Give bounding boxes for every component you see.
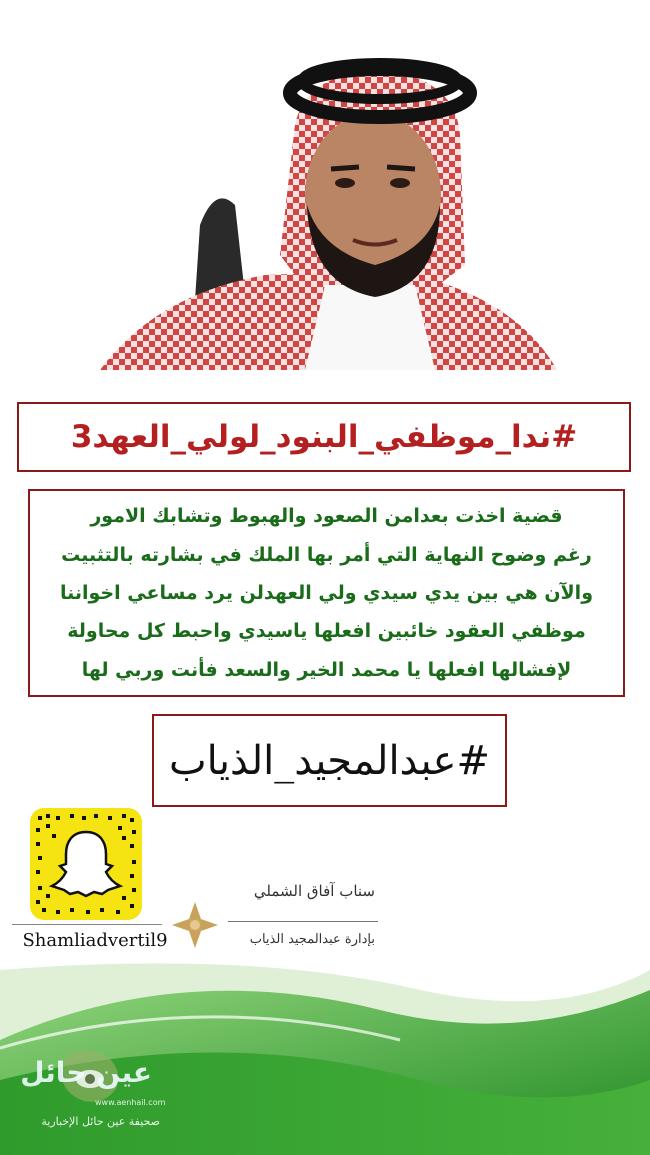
message-line: لإفشالها افعلها يا محمد الخير والسعد فأنت وربي لها	[81, 658, 572, 681]
divider	[228, 921, 378, 922]
signature-frame	[152, 714, 507, 807]
hashtag-title-frame	[17, 402, 631, 472]
brand-subtitle: بإدارة عبدالمجيد الذياب	[249, 932, 375, 947]
signature-hashtag: #عبدالمجيد_الذياب	[168, 737, 491, 784]
divider	[12, 924, 162, 925]
portrait-image	[95, 35, 560, 370]
ornament-emblem-icon	[170, 900, 220, 950]
message-frame	[28, 489, 625, 697]
hashtag-title: #ندا_موظفي_البنود_لولي_العهد3	[70, 419, 578, 455]
message-line: رغم وضوح النهاية التي أمر بها الملك في بشارته بالتثبيت	[61, 543, 592, 566]
brand-title: سناب آفاق الشملي	[253, 882, 375, 900]
message-line: قضية اخذت بعدامن الصعود والهبوط وتشابك الامور	[90, 505, 563, 528]
message-line: موظفي العقود خائبين افعلها ياسيدي واحبط كل محاولة	[67, 620, 586, 643]
snapchat-qr-code[interactable]	[30, 808, 142, 920]
news-logo-tagline: صحيفة عين حائل الإخبارية	[41, 1115, 160, 1128]
news-logo-name: عين حائل	[20, 1056, 152, 1089]
news-logo-url: www.aenhail.com	[95, 1098, 166, 1107]
message-line: والآن هي بين يدي سيدي ولي العهدلن يرد مساعي اخواننا	[59, 581, 594, 604]
snapchat-ghost-icon	[52, 832, 120, 896]
snapchat-handle: Shamliadvertil9	[22, 930, 168, 951]
